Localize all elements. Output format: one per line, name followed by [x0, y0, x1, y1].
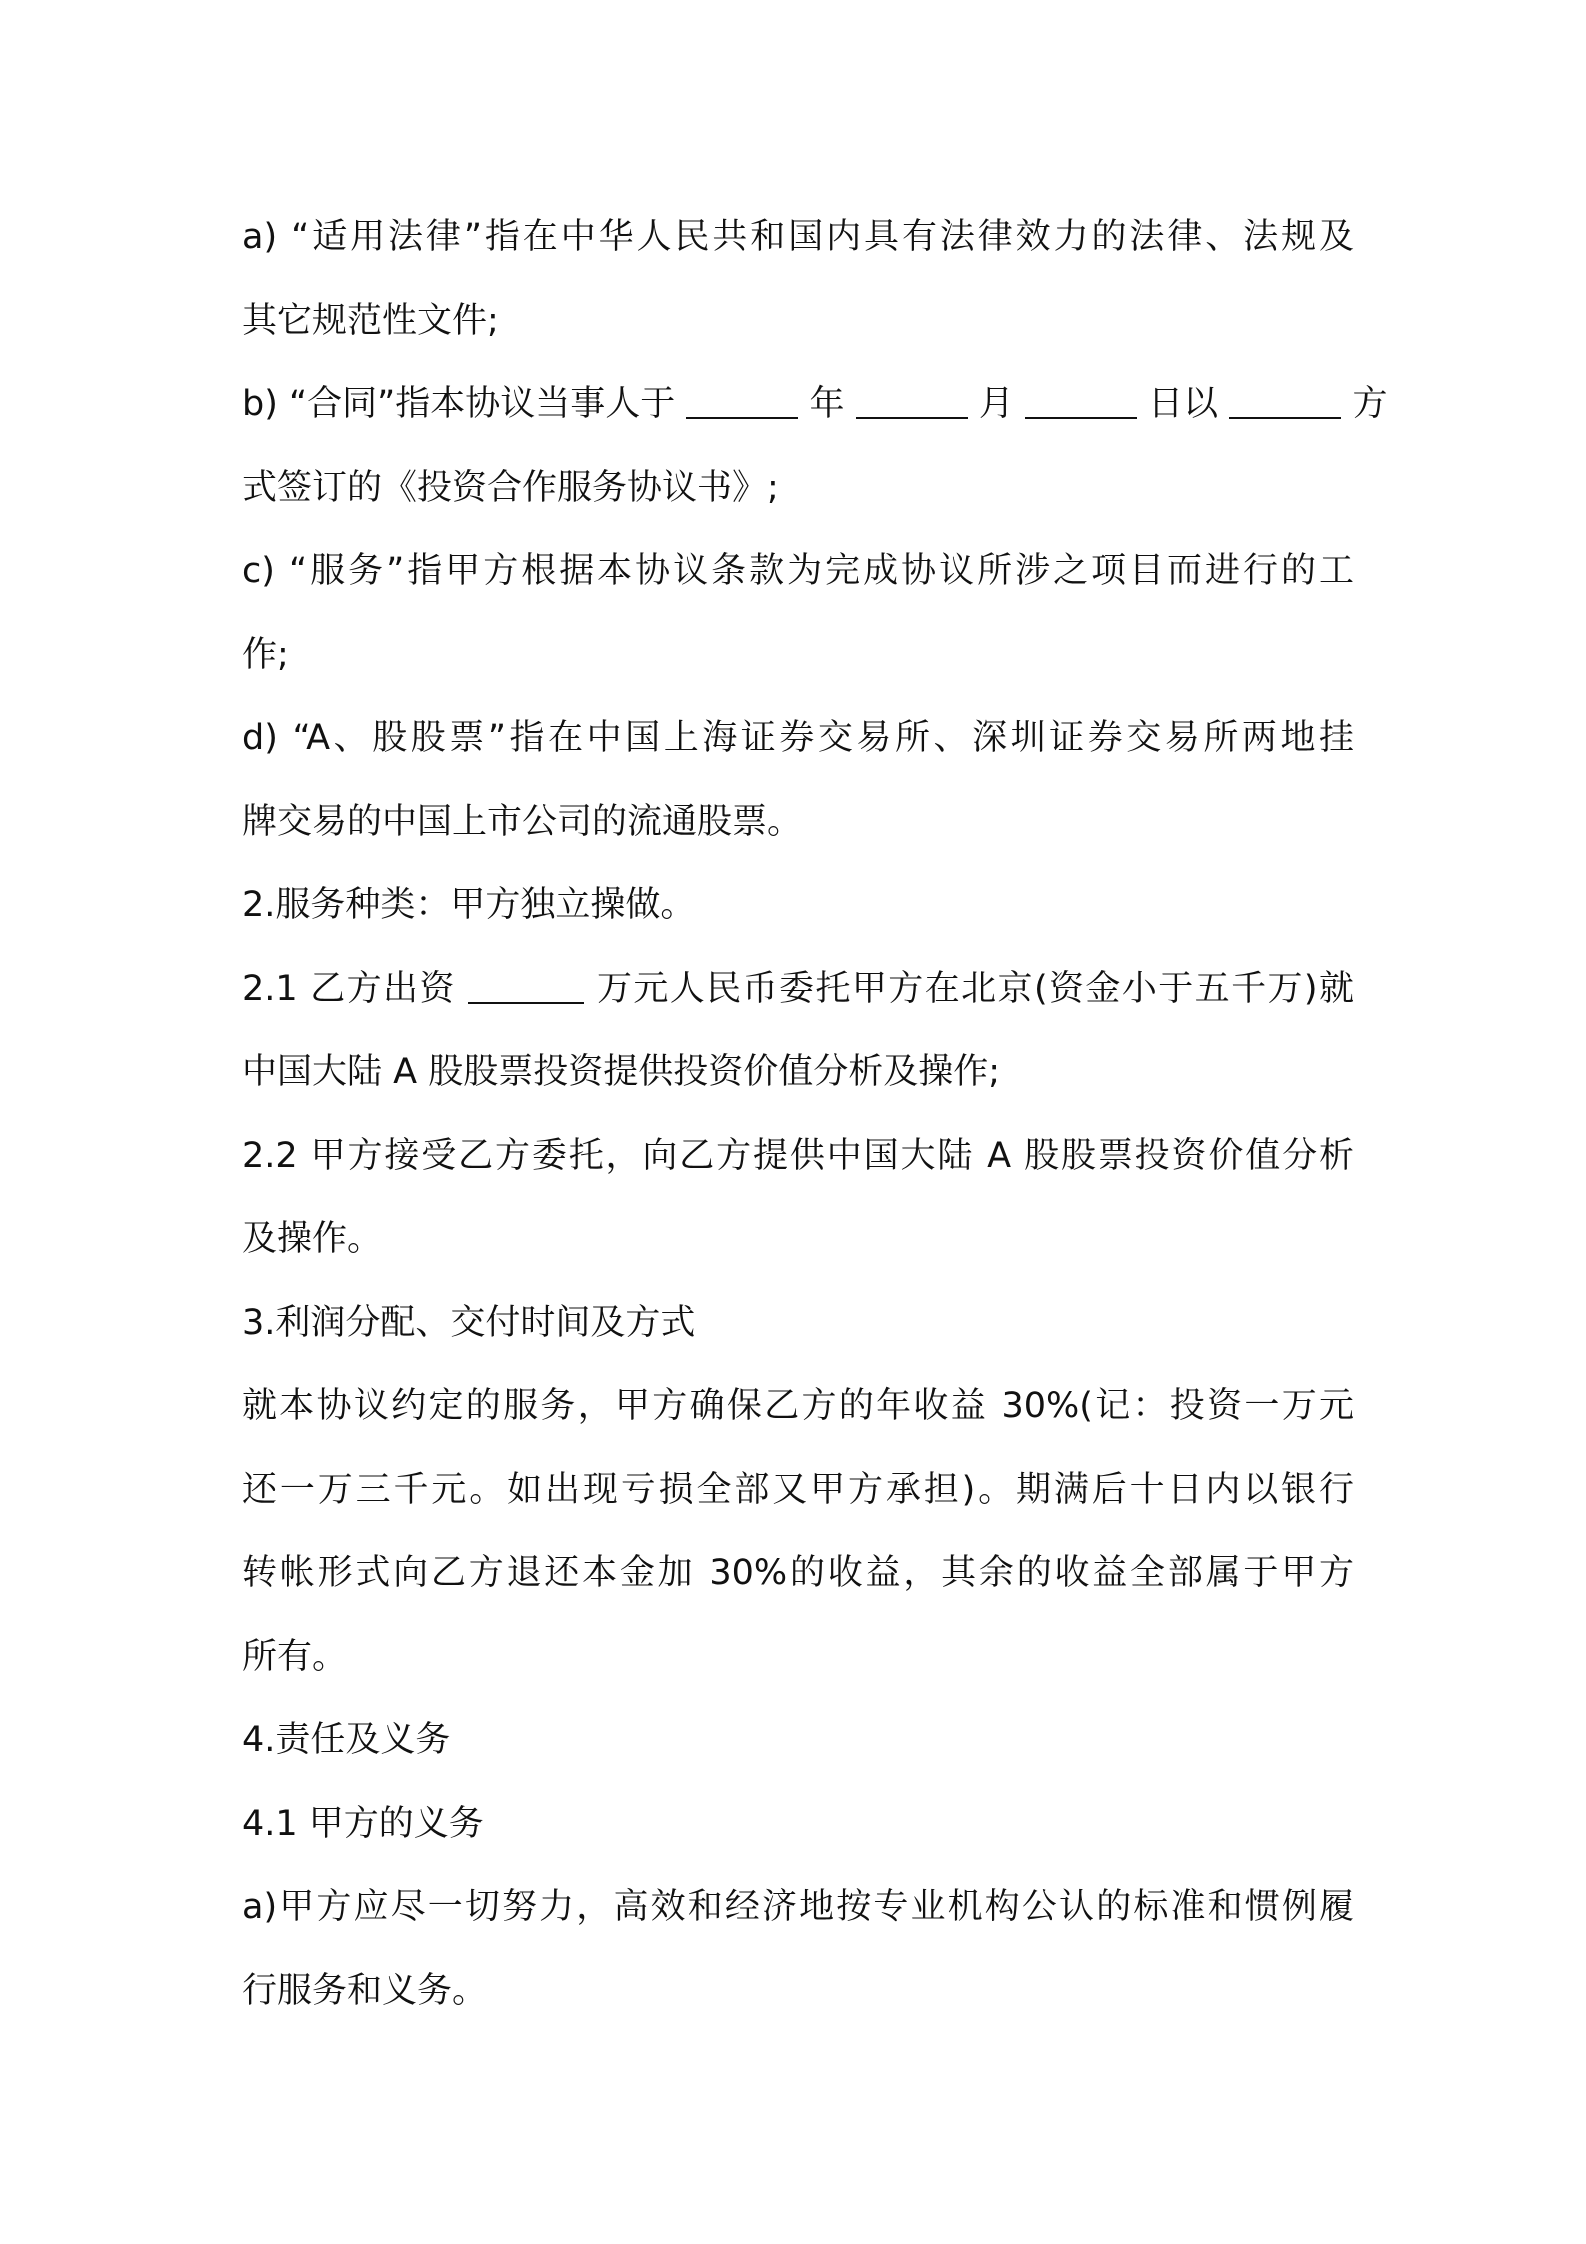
blank-field — [468, 972, 584, 1004]
text-line: 3.利润分配、交付时间及方式 — [242, 1302, 696, 1343]
text-line: d) “A、股股票”指在中国上海证券交易所、深圳证券交易所两地挂 — [242, 718, 1354, 758]
text-segment: 年 — [809, 384, 845, 424]
blank-field — [1229, 387, 1341, 419]
text-line: 所有。 — [242, 1636, 348, 1677]
document-body — [242, 196, 1388, 2033]
investment-amount-line — [242, 948, 1354, 1032]
blank-field — [1025, 387, 1137, 419]
blank-field — [856, 387, 968, 419]
text-line: a) “适用法律”指在中华人民共和国内具有法律效力的法律、法规及 — [242, 217, 1354, 257]
contract-date-line — [242, 363, 1388, 447]
blank-field — [686, 387, 798, 419]
text-segment: 2.1 乙方出资 — [242, 968, 456, 1009]
text-segment: 日以 — [1148, 384, 1219, 424]
text-segment: 万元人民币委托甲方在北京(资金小于五千万)就 — [596, 968, 1354, 1009]
text-line: 牌交易的中国上市公司的流通股票。 — [242, 801, 803, 842]
text-line: 及操作。 — [242, 1219, 383, 1259]
text-line: 4.责任及义务 — [242, 1720, 451, 1760]
text-line: 式签订的《投资合作服务协议书》; — [242, 467, 779, 508]
text-line: 行服务和义务。 — [242, 1970, 488, 2011]
text-line: 还一万三千元。如出现亏损全部又甲方承担)。期满后十日内以银行 — [242, 1469, 1354, 1510]
text-line: 其它规范性文件; — [242, 300, 499, 341]
text-segment: b) “合同”指本协议当事人于 — [242, 384, 676, 424]
text-line: 2.2 甲方接受乙方委托，向乙方提供中国大陆 A 股股票投资价值分析 — [242, 1135, 1354, 1176]
text-line: 转帐形式向乙方退还本金加 30%的收益，其余的收益全部属于甲方 — [242, 1553, 1354, 1593]
text-line: 作; — [242, 634, 289, 675]
text-line: c) “服务”指甲方根据本协议条款为完成协议所涉之项目而进行的工 — [242, 551, 1354, 591]
text-line: 中国大陆 A 股股票投资提供投资价值分析及操作; — [242, 1052, 1000, 1092]
text-line: 2.服务种类：甲方独立操做。 — [242, 885, 696, 925]
text-segment: 月 — [978, 384, 1014, 424]
text-line: a)甲方应尽一切努力，高效和经济地按专业机构公认的标准和惯例履 — [242, 1887, 1354, 1927]
text-line: 就本协议约定的服务，甲方确保乙方的年收益 30%(记：投资一万元 — [242, 1386, 1354, 1426]
text-line: 4.1 甲方的义务 — [242, 1803, 484, 1844]
text-segment: 方 — [1352, 384, 1388, 424]
